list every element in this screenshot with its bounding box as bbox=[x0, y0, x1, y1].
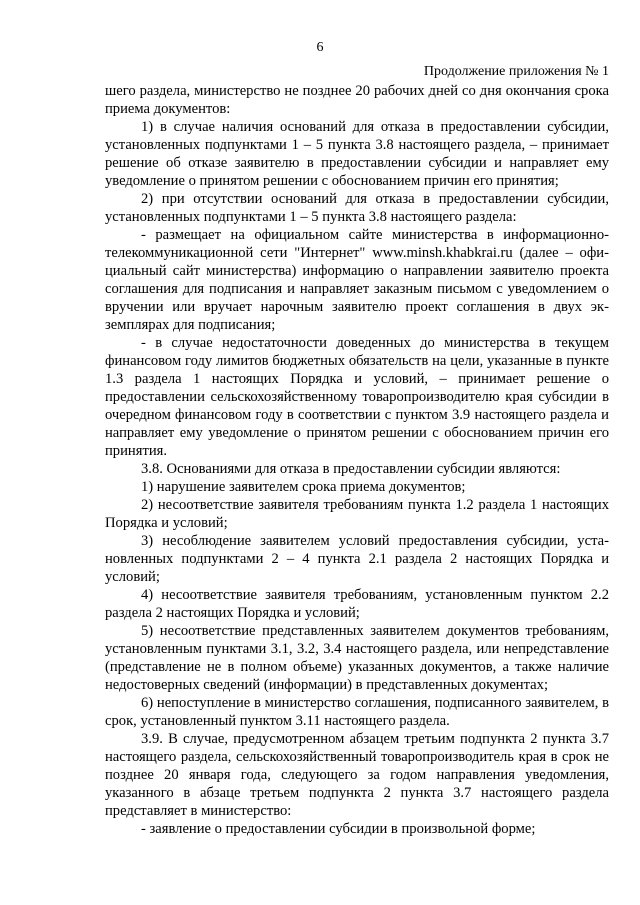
paragraph: 3.9. В случае, предусмотренном абзацем третьим подпункта 2 пункта 3.7 настоящего раздела, сельскохозяйственный товаропроизводитель края в срок не позднее 20 января года, следующего за годом направления уведомления, указанного в абзаце третьем подпункта 2 пункта 3.7 настоящего раздела представляет в министерство: bbox=[105, 731, 609, 819]
paragraph: 1) нарушение заявителем срока приема документов; bbox=[141, 479, 466, 495]
appendix-continuation-label: Продолжение приложения № 1 bbox=[423, 64, 609, 79]
paragraph: 1) в случае наличия оснований для отказа в предоставлении субсидии, установленных подпунктами 1 – 5 пункта 3.8 настоящего раздела, – принимает решение об отказе заявителю в предоставлении субсидии и направляет ему уведомление о принятом решении с обоснованием причин его принятия; bbox=[105, 119, 609, 189]
paragraph: 2) при отсутствии оснований для отказа в предоставлении субсидии, установленных подпунктами 1 – 5 пункта 3.8 настоящего раздела: bbox=[105, 191, 609, 225]
page-number: 6 bbox=[316, 40, 324, 55]
paragraph: - размещает на официальном сайте министерства в информационно-телекоммуникационной сети "Интернет" www.minsh.khabkrai.ru (далее – официальный сайт министерства) информацию о направлении заявителю проекта соглашения для подписания и направляет заказным письмом с уведомлением о вручении или вручает нарочным заявителю проект соглашения в двух экземплярах для подписания; bbox=[105, 227, 609, 333]
document-body bbox=[105, 82, 609, 838]
paragraph: - заявление о предоставлении субсидии в произвольной форме; bbox=[141, 821, 536, 837]
paragraph: 3) несоблюдение заявителем условий предоставления субсидии, установленных подпунктами 2 – 4 пункта 2.1 раздела 2 настоящих Порядка и условий; bbox=[105, 533, 609, 585]
paragraph: - в случае недостаточности доведенных до министерства в текущем финансовом году лимитов бюджетных обязательств на цели, указанные в пункте 1.3 раздела 1 настоящих Порядка и условий, – принимает решение о предоставлении сельскохозяйственному товаропроизводителю края субсидии в очередном финансовом году в соответствии с пунктом 3.9 настоящего раздела и направляет ему уведомление о принятом решении с обоснованием причин его принятия. bbox=[105, 335, 609, 459]
paragraph: 3.8. Основаниями для отказа в предоставлении субсидии являются: bbox=[141, 461, 561, 477]
paragraph: 4) несоответствие заявителя требованиям, установленным пунктом 2.2 раздела 2 настоящих Порядка и условий; bbox=[105, 587, 609, 621]
paragraph: 5) несоответствие представленных заявителем документов требованиям, установленным пунктами 3.1, 3.2, 3.4 настоящего раздела, или непредставление (представление не в полном объеме) указанных документов, а также наличие недостоверных сведений (информации) в представленных документах; bbox=[105, 623, 609, 693]
paragraph: 6) непоступление в министерство соглашения, подписанного заявителем, в срок, установленный пунктом 3.11 настоящего раздела. bbox=[105, 695, 609, 729]
paragraph: шего раздела, министерство не позднее 20 рабочих дней со дня окончания срока приема документов: bbox=[105, 83, 609, 117]
paragraph: 2) несоответствие заявителя требованиям пункта 1.2 раздела 1 настоящих Порядка и условий; bbox=[105, 497, 609, 531]
